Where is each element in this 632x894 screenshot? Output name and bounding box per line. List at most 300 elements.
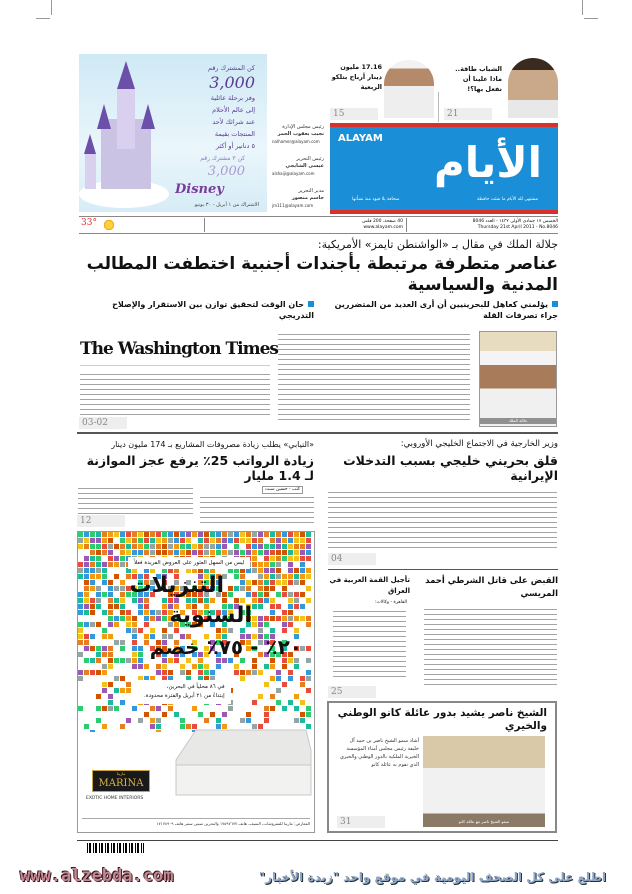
mosaic-tile <box>288 532 293 537</box>
mosaic-tile <box>288 562 293 567</box>
mosaic-tile <box>108 544 113 549</box>
mosaic-tile <box>138 652 143 657</box>
page-number: 04 <box>328 553 376 565</box>
mosaic-tile <box>96 556 101 561</box>
mosaic-tile <box>216 532 221 537</box>
mosaic-tile <box>270 604 275 609</box>
watermark-url[interactable]: www.alzebda.com <box>20 866 174 886</box>
mosaic-tile <box>168 670 173 675</box>
lead-kicker: جلالة الملك في مقال بـ «الواشنطن تايمز» الأمريكية: <box>317 238 558 251</box>
mosaic-tile <box>276 556 281 561</box>
mosaic-tile <box>306 622 311 627</box>
mosaic-tile <box>78 544 83 549</box>
mosaic-tile <box>144 604 149 609</box>
mosaic-tile <box>288 550 293 555</box>
issue-date-en: Thursday 21st April 2011 - No.8046 <box>477 225 558 230</box>
mosaic-tile <box>120 562 125 567</box>
mosaic-tile <box>144 544 149 549</box>
mosaic-tile <box>108 598 113 603</box>
mosaic-tile <box>282 580 287 585</box>
mosaic-tile <box>264 544 269 549</box>
article-headline[interactable]: تأجيل القمة العربية في العراق <box>329 576 410 595</box>
mosaic-tile <box>258 622 263 627</box>
mosaic-tile <box>156 718 161 723</box>
mosaic-tile <box>288 556 293 561</box>
mosaic-tile <box>114 556 119 561</box>
mosaic-tile <box>204 532 209 537</box>
mosaic-tile <box>252 562 257 567</box>
mosaic-tile <box>144 532 149 537</box>
mosaic-tile <box>246 580 251 585</box>
mosaic-tile <box>114 604 119 609</box>
mosaic-tile <box>300 616 305 621</box>
mosaic-tile <box>282 592 287 597</box>
mosaic-tile <box>288 670 293 675</box>
mosaic-tile <box>90 586 95 591</box>
byline: كتب - حسين سبت <box>262 486 303 494</box>
mosaic-tile <box>300 592 305 597</box>
mosaic-tile <box>198 550 203 555</box>
mosaic-tile <box>264 622 269 627</box>
mosaic-tile <box>144 610 149 615</box>
masthead[interactable] <box>330 123 558 214</box>
mosaic-tile <box>288 598 293 603</box>
divider <box>77 432 558 434</box>
mosaic-tile <box>78 640 83 645</box>
mosaic-tile <box>300 574 305 579</box>
editor-email[interactable]: jm111@alayam.com <box>272 203 314 208</box>
mosaic-tile <box>78 562 83 567</box>
teaser-photo <box>508 58 558 118</box>
mosaic-tile <box>264 556 269 561</box>
mosaic-tile <box>258 568 263 573</box>
mosaic-tile <box>306 706 311 711</box>
article-body-text <box>200 495 314 527</box>
mosaic-tile <box>276 580 281 585</box>
mosaic-tile <box>138 544 143 549</box>
mosaic-tile <box>246 544 251 549</box>
mosaic-tile <box>276 670 281 675</box>
page-number: 21 <box>444 108 492 120</box>
mosaic-tile <box>168 544 173 549</box>
watermark-text: اطلع على كل الصحف اليومية في موقع واحد "زبدة الأخبار" <box>258 870 606 884</box>
mosaic-tile <box>132 616 137 621</box>
mosaic-tile <box>90 544 95 549</box>
mosaic-tile <box>264 532 269 537</box>
mosaic-tile <box>108 562 113 567</box>
mosaic-tile <box>78 592 83 597</box>
mosaic-tile <box>96 592 101 597</box>
mosaic-tile <box>234 586 239 591</box>
mosaic-tile <box>252 604 257 609</box>
mosaic-tile <box>120 598 125 603</box>
mosaic-tile <box>84 580 89 585</box>
mosaic-tile <box>252 568 257 573</box>
mosaic-tile <box>198 712 203 717</box>
mosaic-tile <box>84 640 89 645</box>
mosaic-tile <box>90 658 95 663</box>
lead-headline[interactable]: عناصر متطرفة مرتبطة بأجندات أجنبية اختطفت المطالب المدنية والسياسية <box>86 254 558 295</box>
mosaic-tile <box>300 544 305 549</box>
mosaic-tile <box>78 706 83 711</box>
mosaic-tile <box>120 658 125 663</box>
article-headline[interactable]: زيادة الرواتب 25٪ يرفع عجز الموازنة لـ 1.4 مليار <box>86 453 314 483</box>
mosaic-tile <box>174 712 179 717</box>
mosaic-tile <box>150 550 155 555</box>
mosaic-tile <box>246 538 251 543</box>
mosaic-tile <box>114 562 119 567</box>
mosaic-tile <box>276 574 281 579</box>
mosaic-tile <box>156 616 161 621</box>
mosaic-tile <box>300 712 305 717</box>
mosaic-tile <box>252 580 257 585</box>
mosaic-tile <box>108 658 113 663</box>
mosaic-tile <box>174 538 179 543</box>
mosaic-tile <box>252 532 257 537</box>
article-body-text: أشاد سمو الشيخ ناصر بن حمد آل خليفة رئيس مجلس أمناء المؤسسة الخيرية الملكية بالدور الوطني والخيري الذي تقوم به عائلة كانو <box>339 738 419 768</box>
mosaic-tile <box>282 622 287 627</box>
mosaic-tile <box>192 664 197 669</box>
mosaic-tile <box>276 562 281 567</box>
mosaic-tile <box>90 634 95 639</box>
mosaic-tile <box>108 664 113 669</box>
mosaic-tile <box>240 538 245 543</box>
mosaic-tile <box>210 538 215 543</box>
mosaic-tile <box>204 670 209 675</box>
mosaic-tile <box>306 646 311 651</box>
article-kicker: وزير الخارجية في الاجتماع الخليجي الأوروبي: <box>400 439 558 449</box>
mosaic-tile <box>204 550 209 555</box>
mosaic-tile <box>264 550 269 555</box>
mosaic-tile <box>84 568 89 573</box>
temperature: 33° <box>81 218 97 228</box>
mosaic-tile <box>96 538 101 543</box>
mosaic-tile <box>306 568 311 573</box>
mosaic-tile <box>162 664 167 669</box>
mosaic-tile <box>210 544 215 549</box>
mosaic-tile <box>96 652 101 657</box>
mosaic-tile <box>78 670 83 675</box>
mosaic-tile <box>84 532 89 537</box>
mosaic-tile <box>228 592 233 597</box>
mosaic-tile <box>84 604 89 609</box>
teaser-youth[interactable] <box>444 56 558 122</box>
disney-ad[interactable] <box>79 54 267 212</box>
mosaic-tile <box>144 622 149 627</box>
editor-name: جاسم منصور <box>291 195 324 201</box>
mosaic-tile <box>96 544 101 549</box>
page-number: 12 <box>77 515 125 527</box>
mosaic-tile <box>264 598 269 603</box>
mosaic-tile <box>84 556 89 561</box>
mosaic-tile <box>294 574 299 579</box>
mosaic-tile <box>240 676 245 681</box>
mosaic-tile <box>300 532 305 537</box>
nasser-article-box[interactable] <box>327 701 557 833</box>
mosaic-tile <box>306 532 311 537</box>
mosaic-tile <box>288 700 293 705</box>
mosaic-tile <box>90 568 95 573</box>
mosaic-tile <box>114 706 119 711</box>
mosaic-tile <box>162 616 167 621</box>
ad-discount: ٢٠٪ - ٧٥٪ خصم <box>149 635 302 659</box>
mosaic-tile <box>90 574 95 579</box>
mosaic-tile <box>300 700 305 705</box>
mosaic-tile <box>222 538 227 543</box>
mosaic-tile <box>264 682 269 687</box>
mosaic-tile <box>270 676 275 681</box>
mosaic-tile <box>186 538 191 543</box>
mosaic-tile <box>252 550 257 555</box>
mosaic-tile <box>114 688 119 693</box>
mosaic-tile <box>270 586 275 591</box>
mosaic-tile <box>108 532 113 537</box>
mosaic-tile <box>192 550 197 555</box>
mosaic-tile <box>306 550 311 555</box>
mosaic-tile <box>252 664 257 669</box>
mosaic-tile <box>84 544 89 549</box>
article-body-text <box>328 490 557 552</box>
mosaic-tile <box>258 562 263 567</box>
mosaic-tile <box>198 670 203 675</box>
editor-email[interactable]: nalhamer@alayam.com <box>272 139 320 144</box>
mosaic-tile <box>234 670 239 675</box>
page-number: 31 <box>337 816 385 828</box>
masthead-latin: ALAYAM <box>338 133 383 144</box>
mosaic-tile <box>168 538 173 543</box>
mosaic-tile <box>252 700 257 705</box>
mosaic-tile <box>162 604 167 609</box>
mosaic-tile <box>222 550 227 555</box>
mosaic-tile <box>270 544 275 549</box>
mosaic-tile <box>300 550 305 555</box>
mosaic-tile <box>282 532 287 537</box>
mosaic-tile <box>132 646 137 651</box>
mosaic-tile <box>228 586 233 591</box>
mosaic-tile <box>228 706 233 711</box>
mosaic-tile <box>90 598 95 603</box>
website-link[interactable]: www.alayam.com <box>363 225 403 230</box>
divider <box>328 569 558 570</box>
mosaic-tile <box>270 568 275 573</box>
mosaic-tile <box>174 550 179 555</box>
mosaic-tile <box>162 550 167 555</box>
mosaic-tile <box>282 538 287 543</box>
mosaic-tile <box>96 718 101 723</box>
mosaic-tile <box>234 550 239 555</box>
mosaic-tile <box>126 688 131 693</box>
mosaic-tile <box>114 658 119 663</box>
mosaic-tile <box>144 616 149 621</box>
mosaic-tile <box>282 682 287 687</box>
lead-subhead: حان الوقت لتحقيق توازن بين الاستقرار والإصلاح التدريجي <box>112 300 314 320</box>
article-headline: الشيخ ناصر يشيد بدور عائلة كانو الوطني والخيري <box>337 707 547 732</box>
mosaic-tile <box>306 616 311 621</box>
mosaic-tile <box>156 544 161 549</box>
mosaic-tile <box>234 544 239 549</box>
mosaic-tile <box>300 556 305 561</box>
mosaic-tile <box>300 676 305 681</box>
mosaic-tile <box>264 568 269 573</box>
ad-title: السنوية <box>169 603 252 628</box>
mosaic-tile <box>108 604 113 609</box>
page-number: 03-02 <box>79 417 127 429</box>
mosaic-tile <box>150 544 155 549</box>
mosaic-tile <box>108 694 113 699</box>
mosaic-tile <box>108 622 113 627</box>
mosaic-tile <box>126 718 131 723</box>
mosaic-tile <box>120 688 125 693</box>
mosaic-tile <box>156 610 161 615</box>
mosaic-tile <box>120 676 125 681</box>
mosaic-tile <box>96 658 101 663</box>
mosaic-tile <box>270 664 275 669</box>
teaser-batelco[interactable] <box>330 56 436 122</box>
teaser-text: الشباب طاقة.. ماذا علينا أن نفعل بها؟! <box>455 65 502 93</box>
ad-text: كن المشترك رقم <box>208 64 255 72</box>
ad-text: المنتجات بقيمة <box>214 130 255 138</box>
mosaic-tile <box>288 676 293 681</box>
mosaic-tile <box>156 664 161 669</box>
lead-subhead: يؤلمني كعاهل للبحرينيين أن أرى العديد من المتضررين جراء تصرفات القلة <box>334 300 558 320</box>
mosaic-tile <box>264 586 269 591</box>
mosaic-tile <box>276 550 281 555</box>
mosaic-tile <box>78 676 83 681</box>
mosaic-tile <box>138 610 143 615</box>
mosaic-tile <box>276 544 281 549</box>
mosaic-tile <box>96 550 101 555</box>
mosaic-tile <box>84 658 89 663</box>
mosaic-tile <box>270 706 275 711</box>
mosaic-tile <box>132 658 137 663</box>
mosaic-tile <box>180 538 185 543</box>
mosaic-tile <box>132 622 137 627</box>
mosaic-tile <box>240 580 245 585</box>
masthead-tagline: صحافة بلا قيود منذ نشأتها <box>352 197 400 202</box>
barcode <box>87 843 144 853</box>
mosaic-tile <box>258 598 263 603</box>
mosaic-tile <box>294 628 299 633</box>
photo-caption: سمو الشيخ ناصر مع عائلة كانو <box>458 819 510 824</box>
mosaic-tile <box>264 616 269 621</box>
article-body-text <box>78 486 193 514</box>
mosaic-tile <box>102 664 107 669</box>
mosaic-tile <box>126 550 131 555</box>
mosaic-tile <box>294 532 299 537</box>
mosaic-tile <box>258 550 263 555</box>
mosaic-tile <box>210 532 215 537</box>
mosaic-tile <box>156 532 161 537</box>
crop-mark <box>51 0 52 15</box>
mosaic-tile <box>228 532 233 537</box>
mosaic-tile <box>276 688 281 693</box>
mosaic-tile <box>306 598 311 603</box>
mosaic-tile <box>252 544 257 549</box>
mosaic-tile <box>144 712 149 717</box>
teaser-text: 17.16 مليون دينار أرباح بتلكو الربعية <box>331 63 382 91</box>
mosaic-tile <box>90 556 95 561</box>
mosaic-tile <box>156 730 161 732</box>
article-headline[interactable]: قلق بحريني خليجي بسبب التدخلات الإيرانية <box>343 453 558 483</box>
mosaic-tile <box>150 610 155 615</box>
mosaic-tile <box>276 604 281 609</box>
ad-number: 3,000 <box>207 164 245 179</box>
teaser-photo <box>384 60 434 118</box>
mosaic-tile <box>258 628 263 633</box>
mosaic-tile <box>102 682 107 687</box>
mosaic-tile <box>294 706 299 711</box>
mosaic-tile <box>102 652 107 657</box>
mosaic-tile <box>180 670 185 675</box>
mosaic-tile <box>276 700 281 705</box>
mosaic-tile <box>162 538 167 543</box>
mosaic-tile <box>276 592 281 597</box>
mosaic-tile <box>108 682 113 687</box>
mosaic-tile <box>234 664 239 669</box>
mosaic-tile <box>78 634 83 639</box>
mosaic-tile <box>288 544 293 549</box>
mosaic-tile <box>90 610 95 615</box>
mosaic-tile <box>102 634 107 639</box>
mosaic-tile <box>120 700 125 705</box>
mosaic-tile <box>102 610 107 615</box>
mosaic-tile <box>282 586 287 591</box>
mosaic-tile <box>108 646 113 651</box>
mosaic-tile <box>90 670 95 675</box>
mosaic-tile <box>180 532 185 537</box>
mosaic-tile <box>84 598 89 603</box>
mosaic-tile <box>108 634 113 639</box>
mosaic-tile <box>282 706 287 711</box>
mosaic-tile <box>78 652 83 657</box>
mosaic-tile <box>144 634 149 639</box>
mosaic-tile <box>252 538 257 543</box>
mosaic-tile <box>150 532 155 537</box>
mosaic-tile <box>126 610 131 615</box>
mosaic-tile <box>126 682 131 687</box>
mosaic-tile <box>276 616 281 621</box>
mosaic-tile <box>270 562 275 567</box>
mosaic-tile <box>276 532 281 537</box>
mosaic-tile <box>282 556 287 561</box>
mosaic-tile <box>300 562 305 567</box>
ad-text: ليس من السهل العثور على العروض الفريدة فعلاً <box>128 557 250 569</box>
marina-ad[interactable] <box>77 531 315 833</box>
mosaic-tile <box>114 532 119 537</box>
mosaic-tile <box>114 544 119 549</box>
editors-column <box>272 124 324 209</box>
mosaic-tile <box>138 664 143 669</box>
mosaic-tile <box>276 676 281 681</box>
mosaic-tile <box>252 622 257 627</box>
mosaic-tile <box>300 580 305 585</box>
issue-price: 40 صفحة، 200 فلس <box>362 219 403 224</box>
mosaic-tile <box>306 544 311 549</box>
mosaic-tile <box>210 550 215 555</box>
mosaic-tile <box>84 610 89 615</box>
mosaic-tile <box>144 538 149 543</box>
mosaic-tile <box>246 532 251 537</box>
mosaic-tile <box>120 646 125 651</box>
article-headline[interactable]: القبض على قاتل الشرطي أحمد المريسي <box>425 576 558 599</box>
divider <box>77 840 558 841</box>
mosaic-tile <box>306 586 311 591</box>
mosaic-tile <box>294 556 299 561</box>
mosaic-tile <box>282 628 287 633</box>
editor-email[interactable]: alshaiji@alayam.com <box>272 171 315 176</box>
mosaic-tile <box>126 538 131 543</box>
mosaic-tile <box>288 538 293 543</box>
